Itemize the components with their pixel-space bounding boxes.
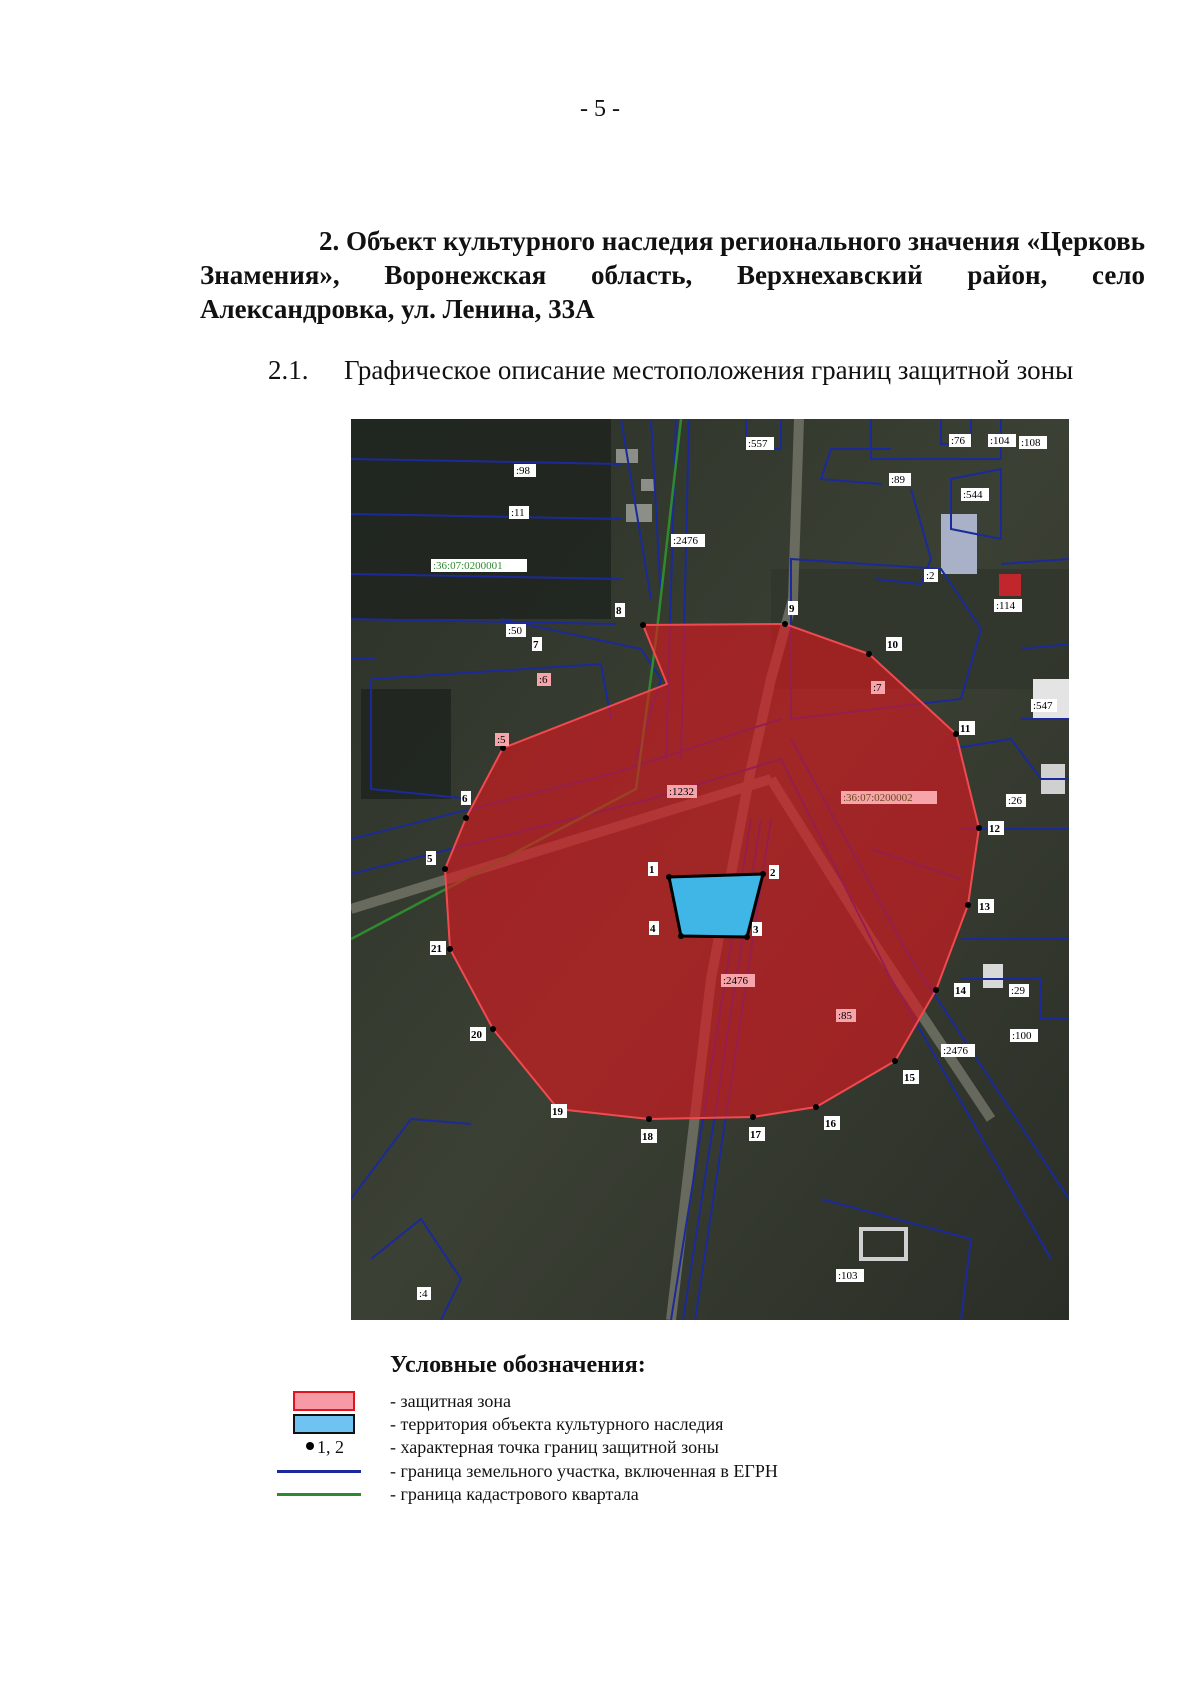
subsection-title: Графическое описание местоположения границ защитной зоны (344, 355, 1074, 385)
legend-point-symbol (275, 1436, 355, 1458)
point-label: 17 (750, 1129, 761, 1141)
point-label: 6 (462, 793, 468, 805)
parcel-label: :11 (511, 507, 525, 519)
parcel-label: :29 (1011, 985, 1026, 997)
parcel-label: :5 (497, 734, 506, 746)
cadastral-map (351, 419, 1069, 1320)
legend-text: - характерная точка границ защитной зоны (390, 1437, 719, 1457)
point-label: 11 (960, 723, 971, 735)
parcel-label: :6 (539, 674, 548, 686)
point-dot-icon (306, 1442, 314, 1450)
heading-word: область, (591, 260, 693, 290)
point-label: 18 (642, 1131, 653, 1143)
point-label: 9 (789, 603, 795, 615)
parcel-label: :104 (990, 435, 1010, 447)
parcel-label: :2476 (723, 975, 749, 987)
heading-line-2 (200, 258, 1145, 292)
legend-point-label: 1, 2 (317, 1437, 344, 1457)
section-heading (200, 224, 1145, 326)
heading-word: село (1092, 260, 1145, 290)
legend-red-rect-symbol (275, 1390, 355, 1412)
point-label: 20 (471, 1029, 482, 1041)
parcel-label: :98 (516, 465, 531, 477)
parcel-label: :557 (748, 438, 768, 450)
heading-word: Верхнехавский (736, 260, 923, 290)
legend-text: - территория объекта культурного наследия (390, 1414, 724, 1434)
legend-item-quarter-boundary (275, 1483, 975, 1505)
legend-item-protective-zone (275, 1390, 975, 1412)
point-label: 4 (650, 923, 656, 935)
parcel-label: :4 (419, 1288, 428, 1300)
point-label: 7 (533, 639, 539, 651)
parcel-label: :2476 (943, 1045, 969, 1057)
legend-blue-line-symbol (275, 1460, 355, 1482)
heading-word: Знамения», (200, 260, 340, 290)
parcel-label: :50 (508, 625, 523, 637)
parcel-label: :103 (838, 1270, 858, 1282)
legend-green-line-symbol (275, 1483, 355, 1505)
parcel-label: :26 (1008, 795, 1023, 807)
point-label: 10 (887, 639, 898, 651)
parcel-label: :2476 (673, 535, 699, 547)
parcel-label: :2 (926, 570, 935, 582)
legend-item-parcel-boundary (275, 1460, 975, 1482)
parcel-label: :85 (838, 1010, 853, 1022)
legend-title: Условные обозначения: (390, 1352, 646, 1378)
heading-line-1: 2. Объект культурного наследия регионального значения «Церковь (318, 226, 1145, 256)
parcel-label: :108 (1021, 437, 1041, 449)
legend-text: - граница земельного участка, включенная в ЕГРН (390, 1461, 778, 1481)
point-label: 15 (904, 1072, 915, 1084)
parcel-label: :36:07:0200001 (433, 560, 503, 572)
legend-item-characteristic-point (275, 1436, 975, 1458)
parcel-label: :544 (963, 489, 983, 501)
point-label: 13 (979, 901, 990, 913)
subsection-heading (268, 355, 1073, 386)
point-label: 5 (427, 853, 433, 865)
heritage-object-territory (669, 874, 763, 937)
legend-text: - граница кадастрового квартала (390, 1484, 639, 1504)
parcel-label: :36:07:0200002 (843, 792, 913, 804)
legend-item-heritage-territory (275, 1413, 975, 1435)
parcel-label: :114 (996, 600, 1016, 612)
subsection-number: 2.1. (268, 355, 309, 385)
point-label: 8 (616, 605, 622, 617)
point-label: 19 (552, 1106, 563, 1118)
legend-text: - защитная зона (390, 1391, 511, 1411)
point-label: 1 (649, 864, 655, 876)
point-label: 21 (431, 943, 442, 955)
point-label: 16 (825, 1118, 836, 1130)
parcel-label: :547 (1033, 700, 1053, 712)
point-label: 12 (989, 823, 1000, 835)
point-label: 2 (770, 867, 776, 879)
parcel-label: :76 (951, 435, 966, 447)
legend-blue-rect-symbol (275, 1413, 355, 1435)
parcel-label: :100 (1012, 1030, 1032, 1042)
heading-word: район, (967, 260, 1048, 290)
heading-word: Воронежская (384, 260, 547, 290)
parcel-label: :1232 (669, 786, 695, 798)
point-label: 3 (753, 924, 759, 936)
page-number: - 5 - (580, 96, 620, 122)
heading-line-3: Александровка, ул. Ленина, 33А (200, 294, 595, 324)
parcel-label: :7 (873, 682, 882, 694)
parcel-label: :89 (891, 474, 906, 486)
point-label: 14 (955, 985, 966, 997)
